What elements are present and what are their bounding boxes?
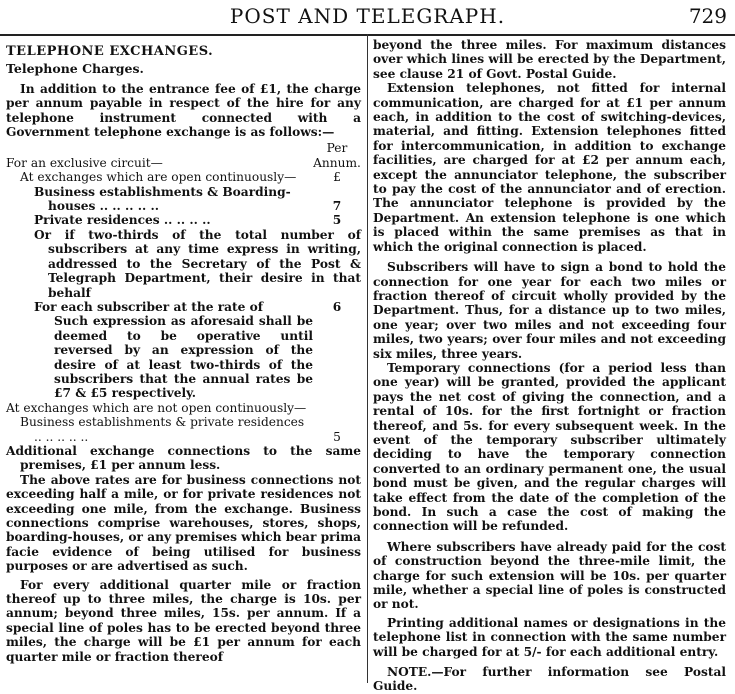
not-open-label: At exchanges which are not open continuously— xyxy=(6,400,307,415)
private-residences-row xyxy=(6,213,361,227)
continuation-paragraph: beyond the three miles. For maximum distances over which lines will be erected by the Department, see clause 21 of Govt. Postal Guide. xyxy=(373,38,726,81)
temporary-paragraph: Temporary connections (for a period less than one year) will be granted, provided the applicant pays the net cost of giving the connection, and a rental of 10s. for the first fortnight or fraction thereof, and 5s. for every subsequent week. In the event of the temporary subscriber ultimately deciding to have the temporary connection converted to an ordinary permanent one, the usual bond must be given, and the regular charges will take effect from the date of the completion of the bond. In such a case the cost of making the connection will be refunded. xyxy=(373,360,726,534)
left-column xyxy=(6,38,361,664)
exclusive-circuit-label: For an exclusive circuit— xyxy=(6,155,163,170)
currency-symbol: £ xyxy=(333,170,341,185)
running-title: POST AND TELEGRAPH. xyxy=(229,4,506,28)
private-residences-label: Private residences .. .. .. .. xyxy=(34,213,211,228)
note-label: NOTE. xyxy=(387,665,432,680)
annum-label: Annum. xyxy=(313,155,361,170)
each-subscriber-row xyxy=(6,300,361,314)
additional-quarter-paragraph: For every additional quarter mile or fraction thereof up to three miles, the charge is 10s. per annum; beyond three miles, 15s. per annum. If a special line of poles has to be erected beyond three miles, the charge will be £1 per annum for each quarter mile or fraction thereof xyxy=(6,577,361,664)
extension-paragraph: Extension telephones, not fitted for internal communication, are charged for at £1 per annum each, in addition to the cost of switching-devices, material, and fitting. Extension telephones fitted for intercommunication, in addition to exchange facilities, are charged for at £2 per annum each, except the annunciator telephone, the subscriber to pay the cost of the annunciator and of erection. The annunciator telephone is provided by the Department. An extension telephone is one which is placed within the same premises as that in which the original connection is placed. xyxy=(373,81,726,254)
column-divider xyxy=(367,34,368,683)
business-boarding-amount: 7 xyxy=(332,199,342,214)
each-subscriber-label: For each subscriber at the rate of xyxy=(34,299,264,314)
per-label: Per xyxy=(326,141,348,156)
business-boarding-row xyxy=(6,185,361,214)
bond-paragraph: Subscribers will have to sign a bond to hold the connection for one year for each two miles or fraction thereof of circuit wholly provided by the Department. Thus, for a distance up to two miles, one year; over two miles and not exceeding four miles, two years; over four miles and not exceeding six miles, three years. xyxy=(373,260,726,361)
per-annum-header xyxy=(6,141,361,155)
business-private-amount: 5 xyxy=(333,429,341,444)
private-residences-amount: 5 xyxy=(332,213,342,228)
business-private-label: Business establishments & private residences .. .. .. .. .. xyxy=(20,415,305,444)
section-subheading: Telephone Charges. xyxy=(6,61,144,77)
construction-paragraph: Where subscribers have already paid for the cost of construction beyond the three-mile limit, the charge for such extension will be 10s. per quarter mile, whether a special line of poles is constructed or not. xyxy=(373,539,726,612)
intro-paragraph: In addition to the entrance fee of £1, the charge per annum payable in respect of the hire for any telephone instrument connected with a Government telephone exchange is as follows:— xyxy=(6,81,361,140)
business-boarding-label: Business establishments & Boarding-houses .. .. .. .. .. xyxy=(34,184,291,214)
business-private-row xyxy=(6,415,361,444)
right-column xyxy=(373,38,726,694)
each-subscriber-amount: 6 xyxy=(332,299,342,314)
printing-paragraph: Printing additional names or designations in the telephone list in connection with the same number will be charged for at 5/- for each additional entry. xyxy=(373,615,726,659)
note-paragraph xyxy=(373,665,726,694)
two-thirds-clause: Or if two-thirds of the total number of subscribers at any time express in writing, addressed to the Secretary of the Post & Telegraph Department, their desire in that behalf xyxy=(34,227,361,300)
page-number: 729 xyxy=(688,4,727,28)
exclusive-circuit-row xyxy=(6,156,361,170)
note-text: —For further information see Postal Guide. xyxy=(373,665,726,694)
additional-exchange-clause: Additional exchange connections to the same premises, £1 per annum less. xyxy=(6,443,361,473)
open-continuously-label: At exchanges which are open continuously— xyxy=(20,170,297,185)
page-header xyxy=(0,0,735,36)
section-heading: TELEPHONE EXCHANGES. xyxy=(6,44,214,59)
open-continuously-row xyxy=(6,170,361,184)
expression-clause: Such expression as aforesaid shall be deemed to be operative until reversed by an expression of the desire of at least two-thirds of the subscribers that the annual rates be £7 & £5 respectively. xyxy=(54,314,313,401)
rates-business-paragraph: The above rates are for business connections not exceeding half a mile, or for private residences not exceeding one mile, from the exchange. Business connections comprise warehouses, stores, shops, boarding-houses, or any premises which bear prima facie evidence of being utilised for business purposes or are advertised as such. xyxy=(6,472,361,574)
